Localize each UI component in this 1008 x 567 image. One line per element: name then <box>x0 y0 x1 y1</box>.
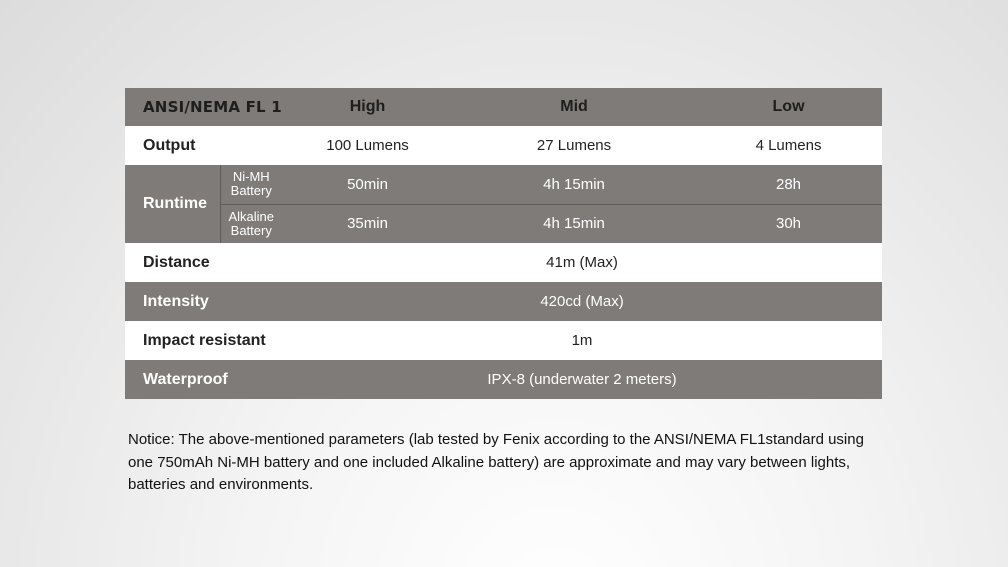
column-header-low: Low <box>695 88 882 126</box>
intensity-value: 420cd (Max) <box>282 282 882 321</box>
runtime-nimh-low: 28h <box>695 165 882 204</box>
alkaline-line2: Battery <box>230 222 272 238</box>
distance-label: Distance <box>125 243 282 282</box>
impact-value: 1m <box>282 321 882 360</box>
notice-text: Notice: The above-mentioned parameters (lab tested by Fenix according to the ANSI/NEMA FL1standard using one 750mAh Ni-MH battery and one included Alkaline battery) are approximate and may vary between lights, batteries and environments. <box>128 431 864 493</box>
output-high: 100 Lumens <box>282 126 453 165</box>
table-row-waterproof <box>125 360 882 399</box>
intensity-label: Intensity <box>125 282 282 321</box>
output-label: Output <box>125 126 282 165</box>
nimh-line2: Battery <box>230 183 272 199</box>
table-row-impact <box>125 321 882 360</box>
column-header-high: High <box>282 88 453 126</box>
table-row-runtime-alkaline <box>125 204 882 243</box>
distance-value: 41m (Max) <box>282 243 882 282</box>
battery-type-alkaline <box>220 204 282 243</box>
impact-label: Impact resistant <box>125 321 282 360</box>
output-low: 4 Lumens <box>695 126 882 165</box>
nimh-line1: Ni-MH <box>232 169 270 185</box>
runtime-nimh-high: 50min <box>282 165 453 204</box>
runtime-label: Runtime <box>125 165 220 243</box>
table-row-output <box>125 126 882 165</box>
table-row-distance <box>125 243 882 282</box>
waterproof-label: Waterproof <box>125 360 282 399</box>
table-row-runtime-nimh <box>125 165 882 204</box>
output-mid: 27 Lumens <box>453 126 695 165</box>
runtime-alkaline-mid: 4h 15min <box>453 204 695 243</box>
table-header-row <box>125 88 882 126</box>
spec-table <box>125 88 882 399</box>
table-row-intensity <box>125 282 882 321</box>
runtime-nimh-mid: 4h 15min <box>453 165 695 204</box>
battery-type-nimh <box>220 165 282 204</box>
alkaline-line1: Alkaline <box>228 208 275 224</box>
waterproof-value: IPX-8 (underwater 2 meters) <box>282 360 882 399</box>
column-header-mid: Mid <box>453 88 695 126</box>
runtime-alkaline-low: 30h <box>695 204 882 243</box>
table-title: ANSI/NEMA FL 1 <box>125 88 282 126</box>
runtime-alkaline-high: 35min <box>282 204 453 243</box>
